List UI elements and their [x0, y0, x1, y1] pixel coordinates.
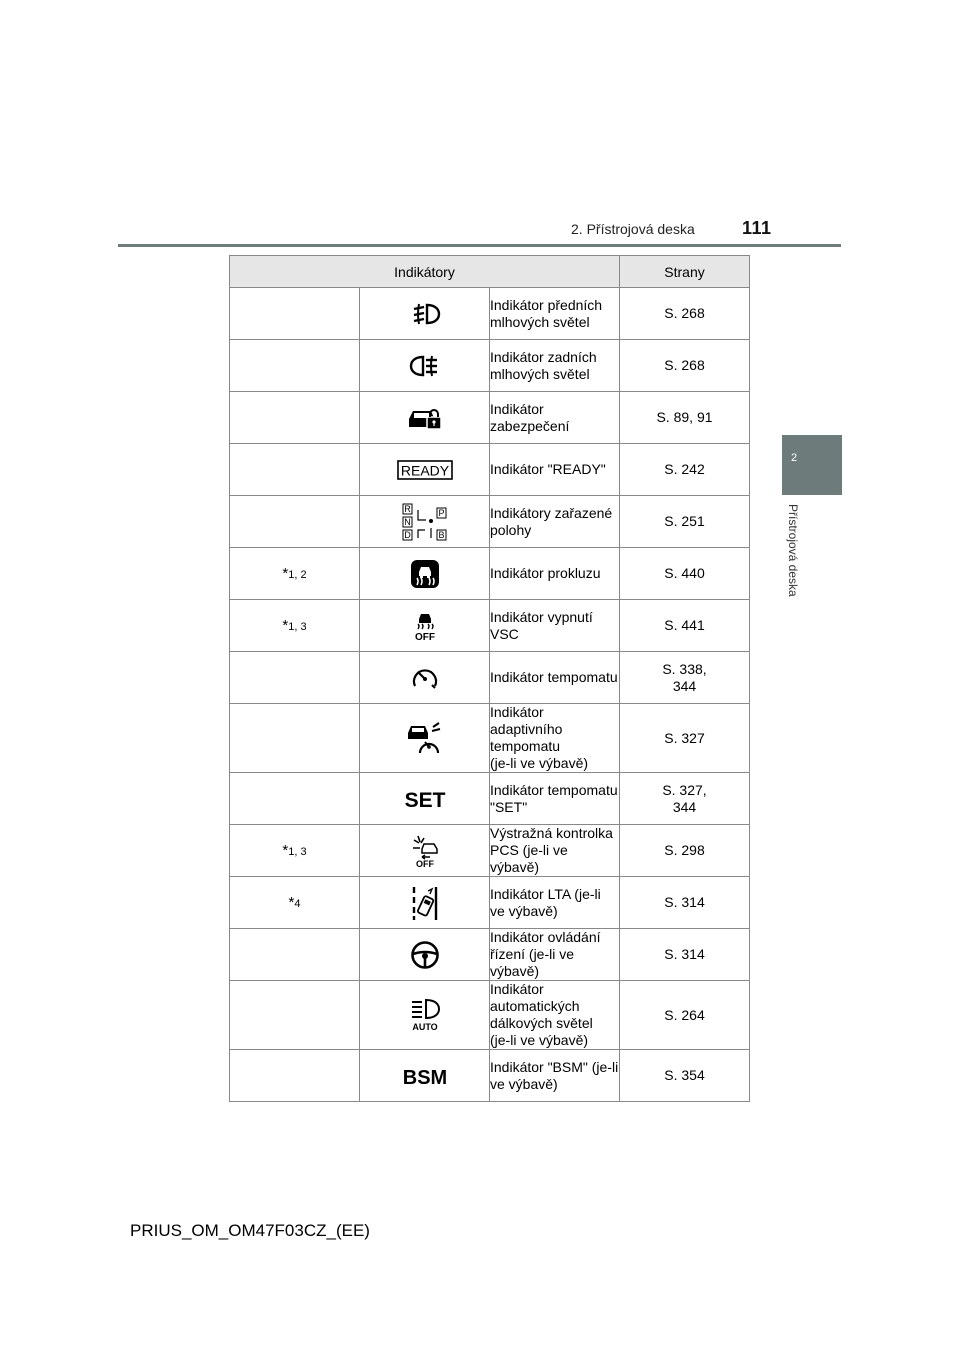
- desc-text-continued: (je-li ve výbavě): [490, 1032, 589, 1048]
- desc-text: Indikátor automatických dálkových světel: [490, 981, 593, 1031]
- table-row: [230, 773, 750, 825]
- desc-text: Indikátor předních mlhových světel: [490, 296, 603, 330]
- table-row: [230, 600, 750, 652]
- footnote-cell: [230, 981, 360, 1050]
- icon-cell: [360, 825, 490, 877]
- desc-text: Indikátor prokluzu: [490, 565, 601, 581]
- page-reference: [620, 825, 750, 877]
- footnote-asterisk: *: [282, 565, 289, 582]
- page-reference: [620, 444, 750, 496]
- desc-text: Indikátory zařazené polohy: [490, 504, 613, 538]
- desc-text: Indikátor ovládání řízení (je-li ve výbavě): [490, 929, 601, 979]
- lta-icon: [410, 885, 440, 921]
- page-reference: [620, 340, 750, 392]
- page-reference: [620, 704, 750, 773]
- off-label: OFF: [414, 631, 435, 642]
- set-icon: [403, 787, 447, 811]
- footnote-cell: [230, 548, 360, 600]
- page-text: S. 251: [664, 513, 705, 529]
- desc-text: Indikátor adaptivního tempomatu: [490, 704, 563, 754]
- table-row: [230, 981, 750, 1050]
- indicator-description: [490, 392, 620, 444]
- front-fog-light-icon: [408, 301, 442, 327]
- footnote-cell: [230, 1050, 360, 1102]
- indicator-description: [490, 288, 620, 340]
- running-header-section: 2. Přístrojová deska: [571, 221, 695, 237]
- page-text: S. 314: [664, 946, 705, 962]
- shift-b: B: [437, 529, 445, 540]
- page-reference: [620, 600, 750, 652]
- desc-text: Indikátor tempomatu "SET": [490, 781, 618, 815]
- page-text-continued: 344: [672, 798, 697, 815]
- desc-text: Indikátor LTA (je-li ve výbavě): [490, 885, 601, 919]
- indicator-table: [229, 255, 750, 1102]
- table-row: [230, 929, 750, 981]
- footnote-number: 1, 2: [288, 569, 307, 581]
- column-header-indicators: Indikátory: [230, 256, 620, 288]
- footnote-cell: [230, 825, 360, 877]
- footnote-cell: [230, 288, 360, 340]
- icon-cell: [360, 548, 490, 600]
- page-reference: [620, 392, 750, 444]
- rear-fog-light-icon: [408, 353, 442, 379]
- page-text: S. 268: [664, 357, 705, 373]
- shift-n: N: [403, 516, 411, 527]
- footnote-number: 1, 3: [288, 846, 307, 858]
- table-row: [230, 1050, 750, 1102]
- footnote-asterisk: *: [288, 894, 295, 911]
- page-text: S. 314: [664, 894, 705, 910]
- table-row: [230, 825, 750, 877]
- auto-label: AUTO: [411, 1022, 438, 1032]
- cruise-control-icon: [410, 664, 440, 692]
- page-text: S. 264: [664, 1006, 705, 1023]
- indicator-description: [490, 704, 620, 773]
- icon-cell: [360, 444, 490, 496]
- icon-cell: [360, 288, 490, 340]
- table-row: [230, 548, 750, 600]
- desc-text: Výstražná kontrolka PCS (je-li ve výbavě): [490, 825, 613, 875]
- security-lock-icon: [406, 405, 444, 431]
- icon-cell: [360, 929, 490, 981]
- document-code: PRIUS_OM_OM47F03CZ_(EE): [130, 1221, 370, 1240]
- table-row: [230, 288, 750, 340]
- icon-cell: [360, 773, 490, 825]
- footnote-asterisk: *: [282, 842, 289, 859]
- page-reference: [620, 773, 750, 825]
- indicator-description: [490, 600, 620, 652]
- footnote-cell: [230, 496, 360, 548]
- desc-text: Indikátor "READY": [490, 461, 606, 477]
- indicator-description: [490, 1050, 620, 1102]
- footnote-cell: [230, 340, 360, 392]
- indicator-description: [490, 548, 620, 600]
- desc-text: Indikátor vypnutí VSC: [490, 608, 593, 642]
- page-reference: [620, 929, 750, 981]
- desc-text: Indikátor "BSM" (je-li ve výbavě): [490, 1058, 619, 1092]
- page-text: S. 242: [664, 461, 705, 477]
- icon-cell: [360, 652, 490, 704]
- chapter-tab: [782, 435, 842, 495]
- footnote-cell: [230, 652, 360, 704]
- page-text: S. 268: [664, 305, 705, 321]
- footnote-number: 4: [294, 898, 301, 910]
- page-number: 111: [742, 218, 772, 238]
- footnote-number: 1, 3: [288, 621, 307, 633]
- icon-cell: [360, 496, 490, 548]
- indicator-description: [490, 340, 620, 392]
- table-row: [230, 704, 750, 773]
- adaptive-cruise-icon: [406, 721, 444, 755]
- page-text-continued: 344: [672, 677, 697, 694]
- footnote-cell: [230, 704, 360, 773]
- page-reference: [620, 1050, 750, 1102]
- chapter-number: 2: [791, 452, 798, 464]
- auto-high-beam-icon: [407, 998, 443, 1032]
- chapter-title: Přístrojová deska: [786, 504, 800, 597]
- footnote-cell: [230, 392, 360, 444]
- icon-cell: [360, 704, 490, 773]
- header-divider: [118, 244, 841, 247]
- footnote-cell: [230, 877, 360, 929]
- ready-label: READY: [400, 462, 449, 478]
- indicator-description: [490, 444, 620, 496]
- indicator-description: [490, 877, 620, 929]
- indicator-description: [490, 496, 620, 548]
- page-reference: [620, 496, 750, 548]
- icon-cell: [360, 981, 490, 1050]
- icon-cell: [360, 1050, 490, 1102]
- shift-d: D: [403, 529, 411, 540]
- shift-r: R: [403, 503, 411, 514]
- page-text: S. 298: [664, 842, 705, 858]
- column-header-pages: Strany: [620, 256, 750, 288]
- desc-text-continued: (je-li ve výbavě): [490, 755, 589, 771]
- table-row: [230, 392, 750, 444]
- icon-cell: [360, 340, 490, 392]
- bsm-icon: [400, 1064, 450, 1088]
- table-row: [230, 340, 750, 392]
- footnote-cell: [230, 600, 360, 652]
- indicator-description: [490, 981, 620, 1050]
- desc-text: Indikátor zabezpečení: [490, 400, 570, 434]
- off-label: OFF: [415, 858, 434, 868]
- shift-position-icon: [401, 502, 449, 542]
- pcs-off-icon: [408, 834, 442, 868]
- table-row: [230, 652, 750, 704]
- footnote-cell: [230, 444, 360, 496]
- footnote-cell: [230, 773, 360, 825]
- page-text: S. 89, 91: [656, 409, 713, 425]
- set-label: SET: [404, 788, 445, 811]
- steering-control-icon: [410, 940, 440, 970]
- page-reference: [620, 548, 750, 600]
- page-text: S. 441: [664, 617, 705, 633]
- page-reference: [620, 288, 750, 340]
- page-text: S. 354: [664, 1067, 705, 1083]
- indicator-description: [490, 825, 620, 877]
- table-header-row: [230, 256, 750, 288]
- page-text: S. 338,: [662, 660, 707, 677]
- table-row: [230, 496, 750, 548]
- icon-cell: [360, 877, 490, 929]
- table-row: [230, 877, 750, 929]
- footnote-asterisk: *: [282, 617, 289, 634]
- icon-cell: [360, 600, 490, 652]
- desc-text: Indikátor tempomatu: [490, 669, 618, 685]
- page-reference: [620, 981, 750, 1050]
- bsm-label: BSM: [402, 1066, 447, 1088]
- indicator-description: [490, 652, 620, 704]
- page-text: S. 327: [664, 729, 705, 746]
- table-row: [230, 444, 750, 496]
- vsc-off-icon: [409, 610, 441, 642]
- page-text: S. 440: [664, 565, 705, 581]
- desc-text: Indikátor zadních mlhových světel: [490, 348, 597, 382]
- page-text: S. 327,: [662, 781, 707, 798]
- indicator-description: [490, 773, 620, 825]
- footnote-cell: [230, 929, 360, 981]
- indicator-description: [490, 929, 620, 981]
- icon-cell: [360, 392, 490, 444]
- ready-icon: [397, 459, 453, 481]
- slip-indicator-icon: [410, 559, 440, 589]
- page-reference: [620, 877, 750, 929]
- shift-p: P: [437, 507, 445, 518]
- page-reference: [620, 652, 750, 704]
